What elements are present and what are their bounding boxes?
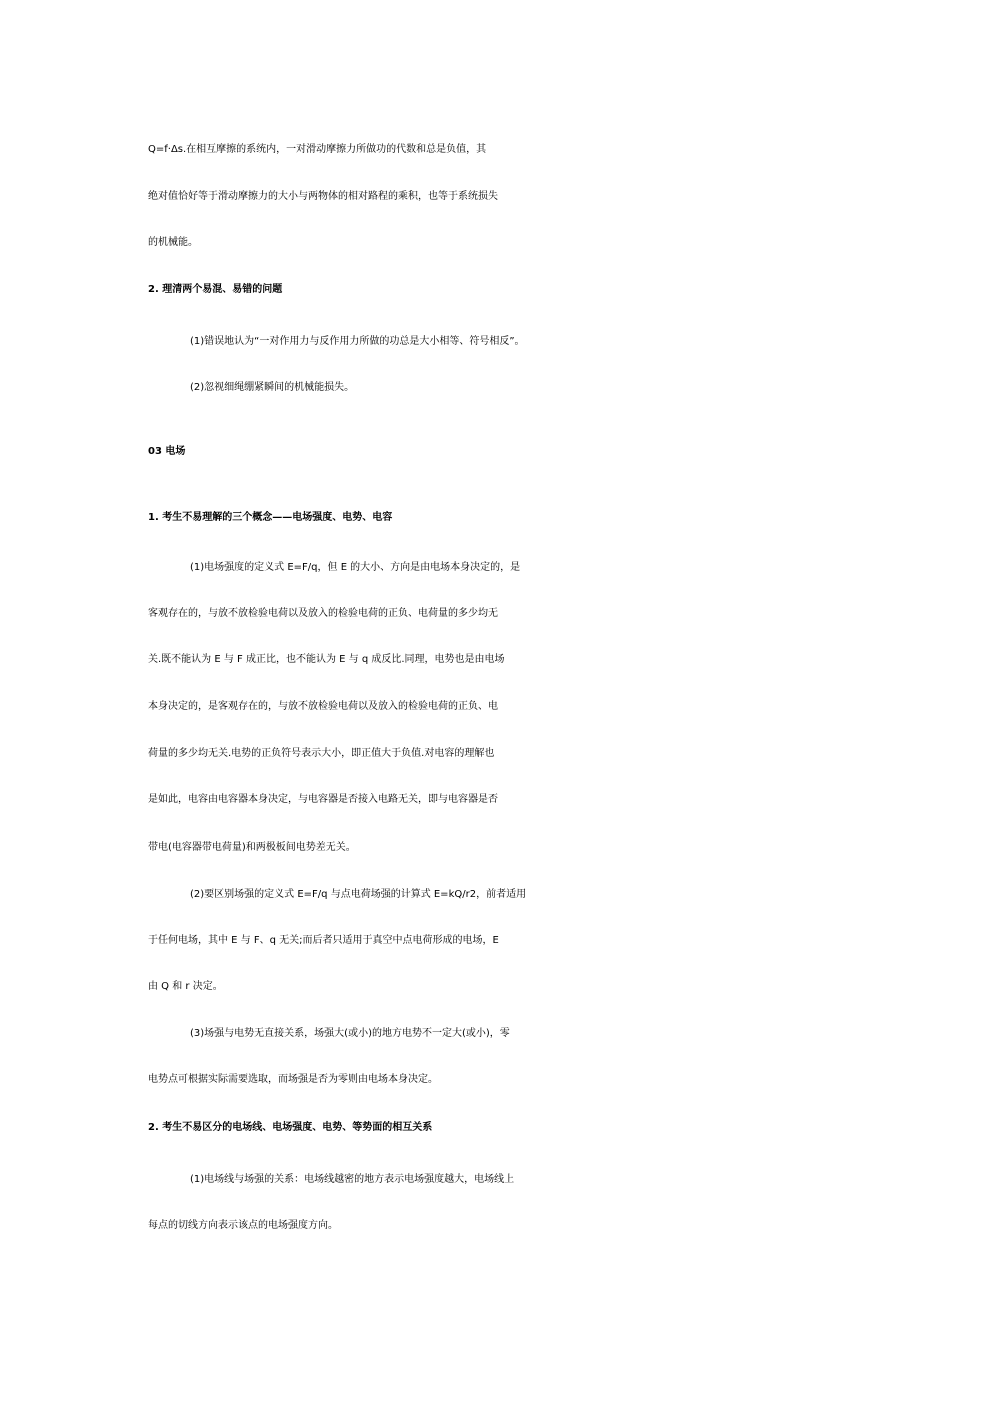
section-heading: 03 电场 bbox=[148, 446, 186, 457]
paragraph-line: 于任何电场，其中 E 与 F、q 无关;而后者只适用于真空中点电荷形成的电场，E bbox=[148, 935, 499, 946]
subheading: 2. 考生不易区分的电场线、电场强度、电势、等势面的相互关系 bbox=[148, 1122, 433, 1133]
paragraph-line: 客观存在的，与放不放检验电荷以及放入的检验电荷的正负、电荷量的多少均无 bbox=[148, 608, 498, 619]
paragraph-line: 每点的切线方向表示该点的电场强度方向。 bbox=[148, 1220, 338, 1231]
paragraph-line: 绝对值恰好等于滑动摩擦力的大小与两物体的相对路程的乘积，也等于系统损失 bbox=[148, 191, 498, 202]
paragraph-line: (1)电场强度的定义式 E=F/q，但 E 的大小、方向是由电场本身决定的，是 bbox=[190, 562, 521, 573]
paragraph-line: 带电(电容器带电荷量)和两极板间电势差无关。 bbox=[148, 842, 356, 853]
paragraph-line: Q=f·Δs.在相互摩擦的系统内，一对滑动摩擦力所做功的代数和总是负值，其 bbox=[148, 144, 487, 155]
paragraph-line: 是如此，电容由电容器本身决定，与电容器是否接入电路无关，即与电容器是否 bbox=[148, 794, 498, 805]
paragraph-line: 由 Q 和 r 决定。 bbox=[148, 981, 223, 992]
subheading: 1. 考生不易理解的三个概念——电场强度、电势、电容 bbox=[148, 512, 393, 523]
paragraph-line: 荷量的多少均无关.电势的正负符号表示大小，即正值大于负值.对电容的理解也 bbox=[148, 748, 495, 759]
paragraph-line: (2)要区别场强的定义式 E=F/q 与点电荷场强的计算式 E=kQ/r2，前者适用 bbox=[190, 889, 527, 900]
paragraph-line: 电势点可根据实际需要选取，而场强是否为零则由电场本身决定。 bbox=[148, 1074, 438, 1085]
paragraph-line: 关.既不能认为 E 与 F 成正比，也不能认为 E 与 q 成反比.同理，电势也是由电场 bbox=[148, 654, 505, 665]
paragraph-line: 本身决定的，是客观存在的，与放不放检验电荷以及放入的检验电荷的正负、电 bbox=[148, 701, 498, 712]
paragraph-line: 的机械能。 bbox=[148, 237, 198, 248]
paragraph-line: (1)电场线与场强的关系：电场线越密的地方表示电场强度越大，电场线上 bbox=[190, 1174, 515, 1185]
paragraph-line: (3)场强与电势无直接关系，场强大(或小)的地方电势不一定大(或小)，零 bbox=[190, 1028, 510, 1039]
list-item: (1)错误地认为“一对作用力与反作用力所做的功总是大小相等、符号相反”。 bbox=[190, 336, 525, 347]
subheading: 2. 理清两个易混、易错的问题 bbox=[148, 284, 283, 295]
list-item: (2)忽视细绳绷紧瞬间的机械能损失。 bbox=[190, 382, 355, 393]
